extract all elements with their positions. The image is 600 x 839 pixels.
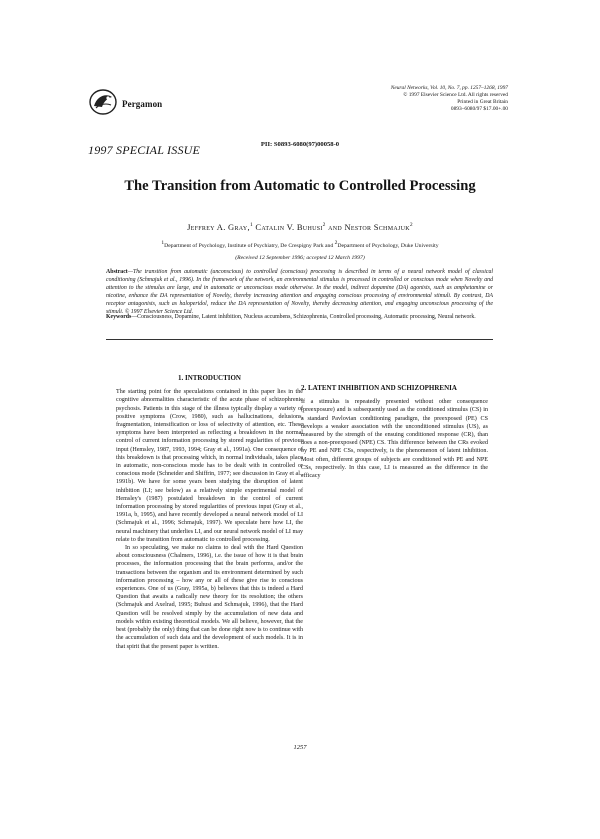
affiliation-text: Department of Psychology, Institute of Psychiatry, De Crespigny Park and (164, 242, 335, 249)
pii-identifier: PII: S0893-6080(97)00058-0 (260, 141, 340, 148)
header-divider (106, 339, 493, 340)
abstract (106, 268, 493, 316)
section-heading: 1. INTRODUCTION (177, 374, 241, 382)
issn-line: 0893–6080/97 $17.00+.00 (450, 105, 508, 112)
abstract-text: —The transition from automatic (unconscious) to controlled (conscious) processing is described in terms of a neural network model of classical conditioning (Schmajuk et al., 1996). In the framework of the network, an environmental stimulus is processed in controlled or conscious mode when Novelty and attention to the stimulus are large, and in automatic or unconscious mode otherwise. In the model, indirect dopamine (DA) agonists, such as amphetamine or nicotine, enhance the DA representation of Novelty, thereby increasing attention and engaging conscious processing of environmental stimuli. By contrast, DA receptor antagonists, such as haloperidol, reduce the DA representation of Novelty, thereby decreasing attention, and engaging unconscious processing of the stimuli. © 1997 Elsevier Science Ltd. (106, 269, 493, 315)
paragraph: The starting point for the speculations contained in this paper lies in the cognitive abnormalities characteristic of the acute phase of schizophrenic psychosis. Patients in this stage of the illness typically display a variety of positive symptoms (Crow, 1980), such as hallucinations, delusions, fragmentation, intensification or loss of selectivity of attention, etc. These symptoms have been interpreted as reflecting a breakdown in the normal control of current information processing by stored regularities of previous input (Hemsley, 1987, 1993, 1994; Gray et al., 1991a). One consequence of this breakdown is that processing which, in normal individuals, takes place in automatic, non-conscious mode has to be dealt with in controlled or conscious mode (Schneider and Shiffrin, 1977; see discussion in Gray et al., 1991b). We have for some years been studying the disruption of latent inhibition (LI; see below) as a relatively simple experimental model of Hemsley's (1987) postulated breakdown in the control of current information processing by stored regularities of previous input (Gray et al., 1991a, b, 1995), and have recently developed a neural network model of LI (Schmajuk et al., 1996; Schmajuk, 1997). We speculate here how LI, the neural machinery that underlies LI, and our neural network model of LI may relate to the transition from automatic to controlled processing. (116, 389, 303, 543)
author-list (0, 222, 600, 232)
right-column (301, 374, 488, 480)
paper-title: The Transition from Automatic to Controlled Processing (124, 178, 476, 194)
affiliation-marker: 1 (161, 240, 165, 246)
affiliation-marker: 2 (409, 222, 413, 229)
publisher-name: Pergamon (122, 99, 163, 109)
keywords (106, 313, 493, 321)
special-issue-label: 1997 SPECIAL ISSUE (88, 143, 201, 157)
journal-info (248, 85, 508, 113)
author-name: Jeffrey A. Gray, (187, 222, 250, 232)
affiliation-text: Department of Psychology, Duke University (337, 242, 439, 249)
pergamon-logo-icon (88, 88, 118, 116)
page-number: 1257 (293, 744, 307, 751)
section-gap (301, 374, 488, 384)
author-name: Catalin V. Buhusi (253, 222, 323, 232)
affiliations (0, 240, 600, 249)
affiliation-marker: 1 (249, 222, 253, 229)
printed-line: Printed in Great Britain (457, 98, 508, 105)
copyright-line: © 1997 Elsevier Science Ltd. All rights reserved (403, 91, 508, 98)
abstract-label: Abstract (106, 269, 128, 275)
paragraph: In so speculating, we make no claims to deal with the Hard Question about consciousness (Chalmers, 1996), i.e. the issue of how it is that brain processes, the information processing that the brain performs, and/or the transactions between the organism and its environment determined by such information processing – how any or all of these give rise to conscious experiences. One of us (Gray, 1995a, b) believes that this is indeed a Hard Question that awaits a radically new theory for its resolution; the others (Schmajuk and Axelrad, 1995; Buhusi and Schmajuk, 1996), that the Hard Question will be resolved simply by the accumulation of new data and models within existing theoretical models. We all believe, however, that the best (probably the only) thing that can be done right now is to continue with the accumulation of such data and the development of such models. It is in that spirit that the present paper is written. (116, 545, 303, 650)
affiliation-marker: 2 (334, 240, 338, 246)
keywords-label: Keywords (106, 314, 132, 320)
left-column (116, 374, 303, 651)
journal-citation: Neural Networks, Vol. 10, No. 7, pp. 1257–1268, 1997 (390, 85, 508, 91)
paragraph: If a stimulus is repeatedly presented without other consequence (preexposure) and is subsequently used as the conditioned stimulus (CS) in a standard Pavlovian conditioning paradigm, the preexposed (PE) CS develops a weaker association with the unconditioned stimulus (US), as measured by the strength of the ensuing conditioned response (CR), than does a non-preexposed (NPE) CS. This difference between the CRs evoked by PE and NPE CSs, respectively, is the phenomenon of latent inhibition. Most often, different groups of subjects are conditioned with PE and NPE CSs, respectively. In this case, LI is measured as the difference in the efficacy (301, 399, 488, 480)
author-conjunction: and (325, 222, 345, 232)
affiliation-marker: 2 (322, 222, 326, 229)
received-dates: (Received 12 September 1996; accepted 12 March 1997) (235, 255, 365, 261)
section-heading: 2. LATENT INHIBITION AND SCHIZOPHRENIA (301, 384, 457, 392)
author-name: Nestor Schmajuk (344, 222, 410, 232)
keywords-text: —Consciousness, Dopamine, Latent inhibition, Nucleus accumbens, Schizophrenia, Controlled processing, Automatic processing, Neural network. (131, 314, 476, 320)
